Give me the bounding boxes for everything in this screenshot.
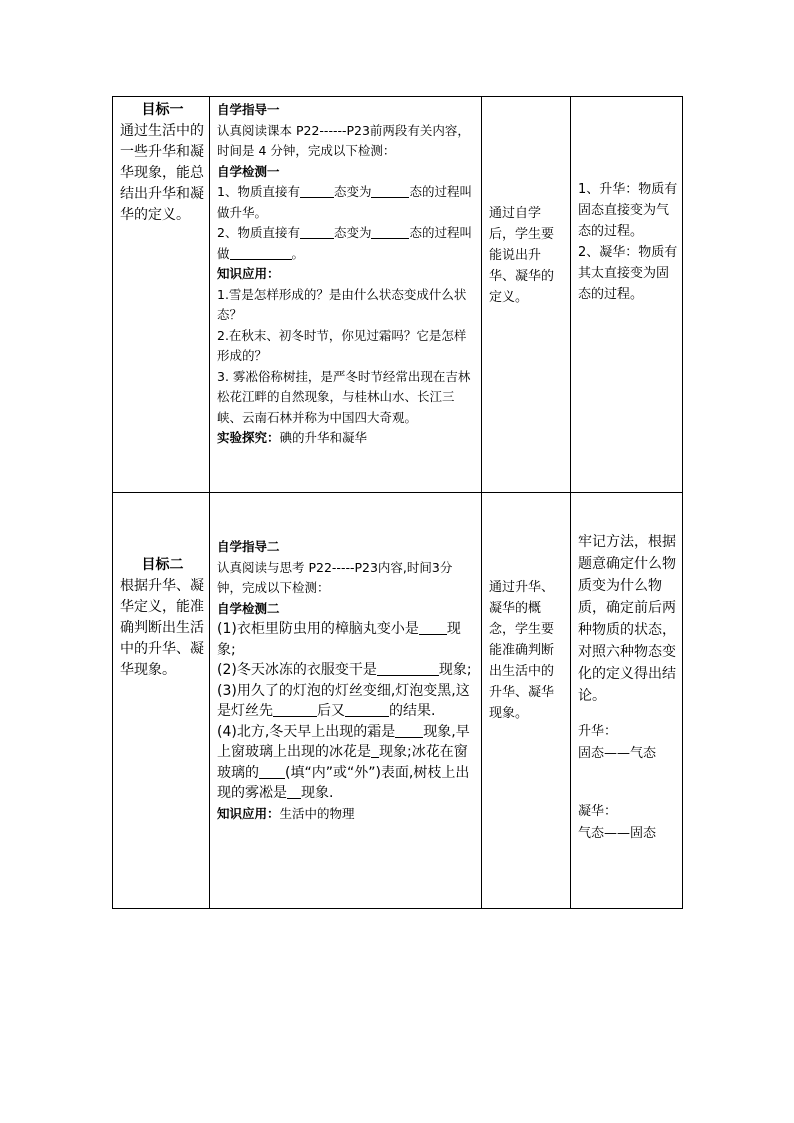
guide-text: 认真阅读课本 P22------P23前两段有关内容，时间是 4 分钟，完成以下检测： xyxy=(217,122,470,158)
answer-cell xyxy=(571,97,683,493)
guide-cell xyxy=(210,493,482,909)
method-text: 通过自学后，学生要能说出升华、凝华的定义。 xyxy=(489,206,555,305)
method-text: 通过升华、凝华的概念，学生要能准确判断出生活中的升华、凝华现象。 xyxy=(489,580,555,721)
check-title: 自学检测二 xyxy=(217,600,280,616)
question-1: 1、物质直接有 态变为 态的过程叫做升华。 xyxy=(217,184,472,220)
guide-title: 自学指导二 xyxy=(217,539,280,554)
goal-cell xyxy=(113,493,210,909)
answer-1: 1、升华：物质有固态直接变为气态的过程。 xyxy=(578,182,678,239)
goal-title: 目标二 xyxy=(141,557,184,573)
method-cell xyxy=(482,493,571,909)
sublimation-def: 固态——气态 xyxy=(578,746,657,761)
guide-title: 自学指导一 xyxy=(217,102,280,117)
goal-text: 根据升华、凝华定义，能准确判断出生活中的升华、凝华现象。 xyxy=(120,578,204,678)
method-cell xyxy=(482,97,571,493)
table-row xyxy=(113,493,683,909)
apply-item-3: 3. 雾凇俗称树挂，是严冬时节经常出现在吉林松花江畔的自然现象，与桂林山水、长江三峡、云南石林并称为中国四大奇观。 xyxy=(217,368,471,425)
guide-text: 认真阅读与思考 P22-----P23内容,时间3分钟，完成以下检测： xyxy=(217,559,453,595)
table-row xyxy=(113,97,683,493)
goal-cell xyxy=(113,97,210,493)
guide-cell xyxy=(210,97,482,493)
apply-line: 知识应用：生活中的物理 xyxy=(217,805,355,821)
experiment-line: 实验探究：碘的升华和凝华 xyxy=(217,430,368,445)
question-4: (4)北方,冬天早上出现的霜是 现象,早上窗玻璃上出现的冰花是 现象;冰花在窗玻璃的 (填“内”或“外”)表面,树枝上出现的雾凇是 现象. xyxy=(217,723,470,801)
question-2: (2)冬天冰冻的衣服变干是 现象; xyxy=(217,662,472,678)
summary-text: 牢记方法，根据题意确定什么物质变为什么物质，确定前后两种物质的状态，对照六种物态变化的定义得出结论。 xyxy=(578,534,676,704)
question-3: (3)用久了的灯泡的灯丝变细,灯泡变黑,这是灯丝先 后又 的结果. xyxy=(217,682,470,719)
deposition-label: 凝华： xyxy=(578,804,618,819)
goal-title: 目标一 xyxy=(141,102,184,118)
lesson-table xyxy=(112,96,683,909)
answer-2: 2、凝华：物质有其太直接变为固态的过程。 xyxy=(578,245,678,302)
question-2: 2、物质直接有 态变为 态的过程叫做 。 xyxy=(217,225,472,261)
apply-item-1: 1.雪是怎样形成的？是由什么状态变成什么状态？ xyxy=(217,286,467,322)
apply-title: 知识应用： xyxy=(217,266,280,281)
goal-text: 通过生活中的一些升华和凝华现象，能总结出升华和凝华的定义。 xyxy=(120,123,204,223)
apply-item-2: 2.在秋末、初冬时节，你见过霜吗？它是怎样形成的？ xyxy=(217,327,467,363)
question-1: (1)衣柜里防虫用的樟脑丸变小是 现象; xyxy=(217,621,461,658)
deposition-def: 气态——固态 xyxy=(578,826,657,841)
answer-cell xyxy=(571,493,683,909)
check-title: 自学检测一 xyxy=(217,163,280,179)
sublimation-label: 升华： xyxy=(578,724,618,739)
